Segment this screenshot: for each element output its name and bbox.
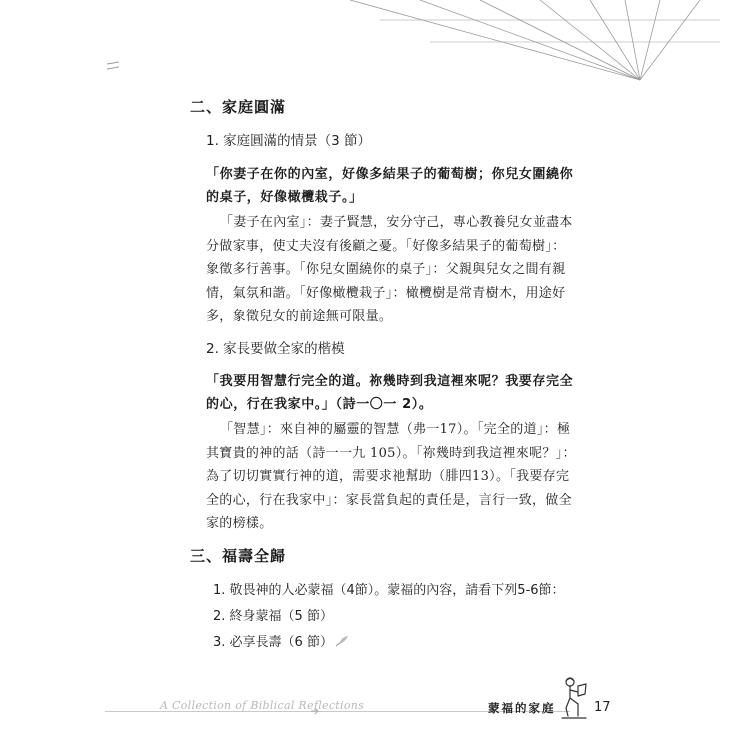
feather-icon — [335, 635, 349, 647]
item1-quote: 「你妻子在你的內室，好像多結果子的葡萄樹；你兒女圍繞你的桌子，好像橄欖栽子。」 — [206, 167, 574, 205]
reader-icon — [558, 676, 590, 720]
item2-title: 2. 家長要做全家的楷模 — [206, 341, 345, 357]
arrow-icon — [310, 706, 320, 716]
section3-heading: 三、福壽全歸 — [190, 547, 287, 565]
item1-title: 1. 家庭圓滿的情景（3 節） — [206, 133, 372, 149]
item2-paragraph: 「智慧」：來自神的屬靈的智慧（弗一17）。「完全的道」：極其寶貴的神的話（詩一一九 105）。「祢幾時到我這裡來呢？」：為了切切實實行神的道，需要求祂幫助（腓四13）。「我要存完全的心，行在我家中」：家長當負起的責任是，言行一致，做全家的榜樣。 — [206, 422, 576, 531]
footer-chapter-title: 蒙福的家庭 — [488, 701, 556, 715]
section3-item-1: 1. 敬畏神的人必蒙福（4節）。蒙福的內容，請看下列5-6節： — [213, 583, 565, 598]
section3-item-3 — [213, 631, 349, 650]
section3-item-3-text: 3. 必享長壽（6 節） — [213, 635, 333, 650]
section2-heading: 二、家庭圓滿 — [190, 98, 287, 116]
page-number: 17 — [594, 700, 611, 715]
section3-item-2: 2. 終身蒙福（5 節） — [213, 609, 333, 624]
item1-paragraph: 「妻子在內室」：妻子賢慧，安分守己，專心教養兒女並盡本分做家事，使丈夫沒有後顧之憂。「好像多結果子的葡萄樹」：象徵多行善事。「你兒女圍繞你的桌子」：父親與兒女之間有親情，氣氛和諧。「好像橄欖栽子」：橄欖樹是常青樹木，用途好多，象徵兒女的前途無可限量。 — [206, 215, 573, 324]
decorative-fan-lines — [0, 0, 750, 110]
edge-mark — [106, 58, 120, 74]
footer-script-text: A Collection of Biblical Reflections — [160, 699, 365, 712]
item2-quote: 「我要用智慧行完全的道。祢幾時到我這裡來呢？我要存完全的心，行在我家中。」（詩一〇一 2）。 — [206, 374, 574, 412]
